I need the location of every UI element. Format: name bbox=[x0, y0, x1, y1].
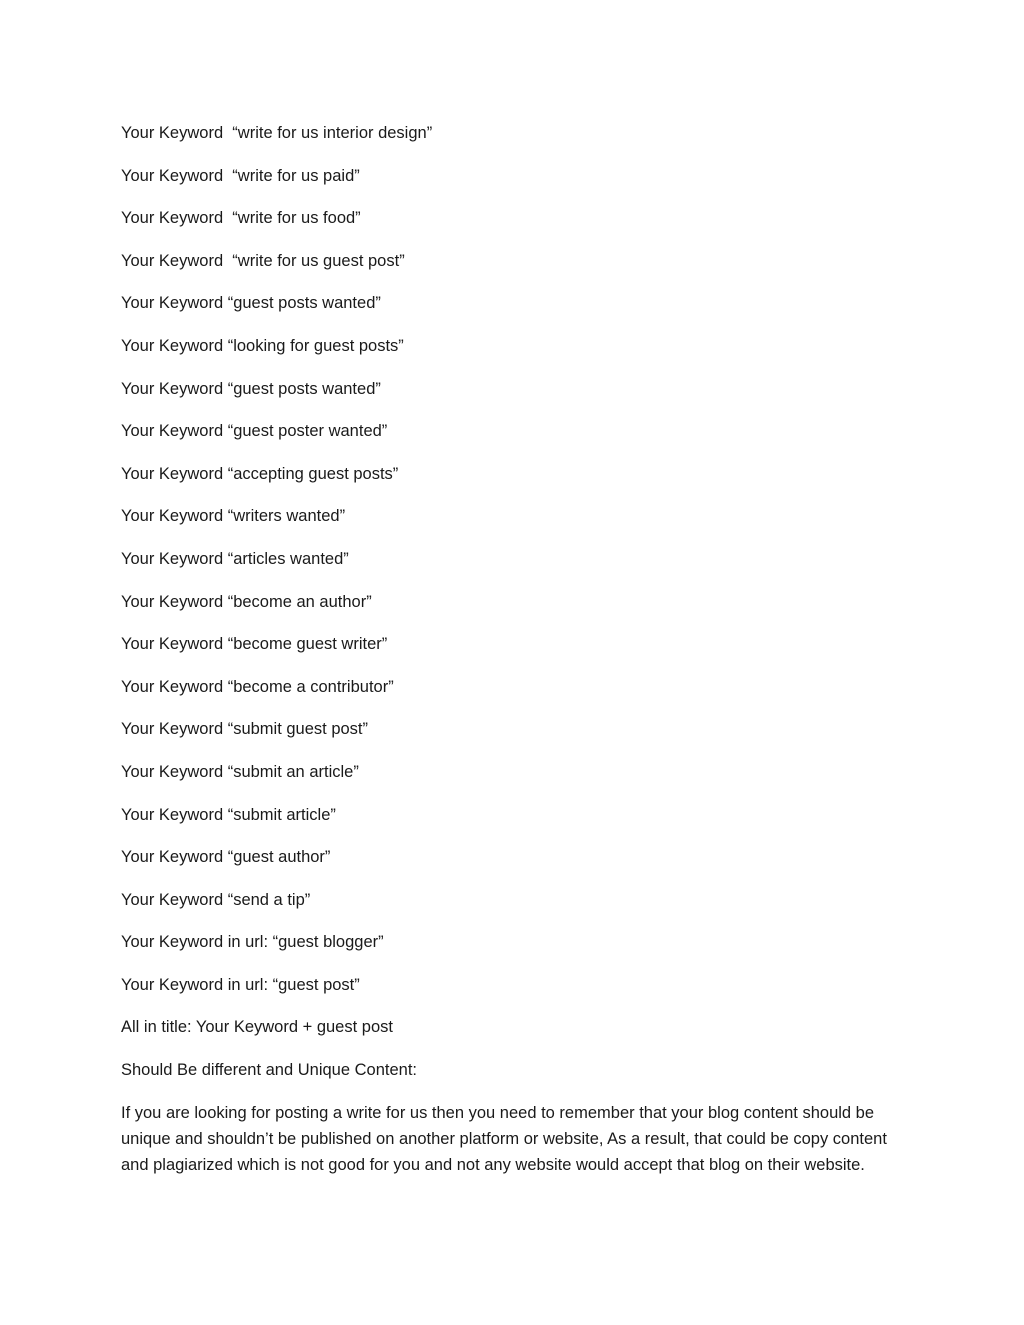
keyword-url-line: Your Keyword in url: “guest post” bbox=[121, 975, 360, 994]
keyword-url-line: Your Keyword in url: “guest blogger” bbox=[121, 933, 384, 952]
section-heading: Should Be different and Unique Content: bbox=[121, 1061, 417, 1080]
keyword-line: Your Keyword “guest author” bbox=[121, 848, 331, 867]
keyword-line: Your Keyword “accepting guest posts” bbox=[121, 464, 399, 483]
keyword-line: Your Keyword “write for us food” bbox=[121, 209, 361, 228]
keyword-line: Your Keyword “write for us interior design” bbox=[121, 124, 433, 142]
keyword-line: Your Keyword “submit an article” bbox=[121, 762, 359, 781]
keyword-line: Your Keyword “become guest writer” bbox=[121, 635, 388, 654]
keyword-line: Your Keyword “articles wanted” bbox=[121, 549, 349, 568]
body-paragraph: If you are looking for posting a write for us then you need to remember that your blog content should be unique and shouldn’t be published on another platform or website, As a result, that could be copy content and plagiarized which is not good for you and not any website would accept that blog on their website. bbox=[121, 1103, 887, 1174]
keyword-line: Your Keyword “writers wanted” bbox=[121, 507, 346, 526]
keyword-line: Your Keyword “become a contributor” bbox=[121, 677, 394, 696]
keyword-line: Your Keyword “write for us guest post” bbox=[121, 251, 405, 270]
title-search-line: All in title: Your Keyword + guest post bbox=[121, 1018, 393, 1037]
keyword-line: Your Keyword “guest posts wanted” bbox=[121, 379, 381, 398]
keyword-line: Your Keyword “write for us paid” bbox=[121, 166, 360, 185]
keyword-line: Your Keyword “guest poster wanted” bbox=[121, 422, 388, 441]
document-body bbox=[121, 120, 901, 1178]
keyword-line: Your Keyword “submit article” bbox=[121, 805, 336, 824]
keyword-line: Your Keyword “become an author” bbox=[121, 592, 372, 611]
keyword-line: Your Keyword “send a tip” bbox=[121, 890, 311, 909]
keyword-line: Your Keyword “submit guest post” bbox=[121, 720, 369, 739]
keyword-line: Your Keyword “looking for guest posts” bbox=[121, 336, 404, 355]
keyword-line: Your Keyword “guest posts wanted” bbox=[121, 294, 381, 313]
